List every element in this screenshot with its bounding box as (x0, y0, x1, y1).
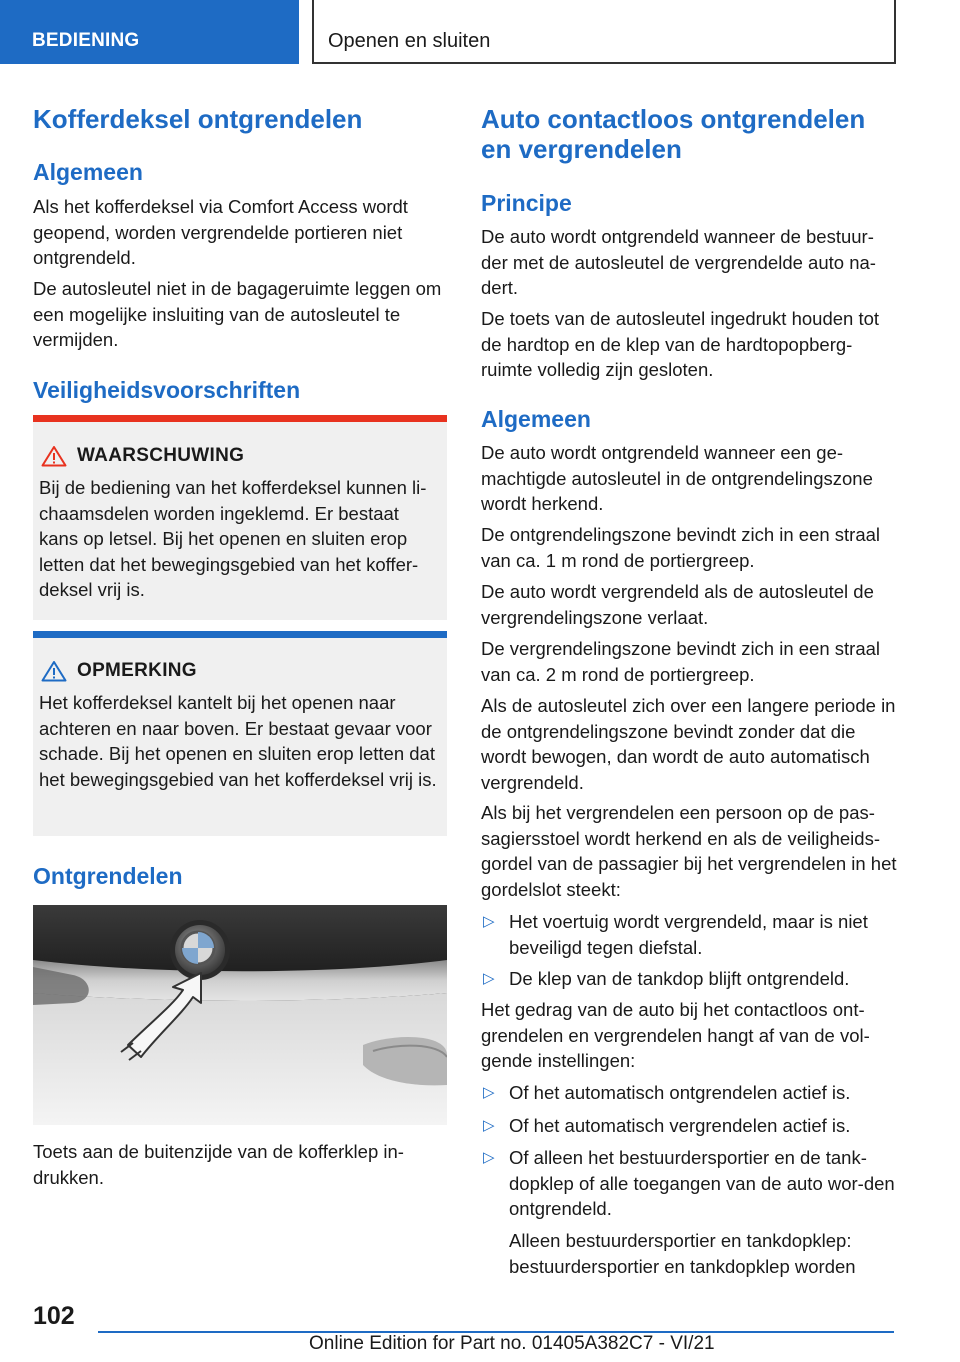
safety-heading: Veiligheidsvoorschriften (33, 377, 301, 403)
notice-text: Het kofferdeksel kantelt bij het openen naar achteren en naar boven. Er bestaat gevaar voor schade. Bij het openen en sluiten erop letten dat het bewegingsgebied van het kofferdeksel vrij is. (39, 692, 437, 790)
keyless-paragraph-3: De auto wordt vergrendeld als de autosleutel de vergrendelingszone verlaat. (481, 581, 874, 628)
general-heading: Algemeen (33, 159, 143, 185)
notice-box (33, 631, 447, 836)
trunk-button-illustration (33, 905, 447, 1125)
keyless-paragraph-7: Het gedrag van de auto bij het contactloos ont-grendelen en vergrendelen hangt af van de vol-gende instellingen: (481, 999, 870, 1071)
keyless-paragraph-5: Als de autosleutel zich over een langere periode in de ontgrendelingszone bevindt zonder dat die wordt bewogen, dan wordt de auto automatisch vergrendeld. (481, 695, 896, 793)
keyless-paragraph-8: Alleen bestuurdersportier en tankdopklep: bestuurdersportier en tankdopklep worden (509, 1230, 856, 1277)
warning-triangle-icon (41, 445, 67, 467)
warning-title: WAARSCHUWING (77, 445, 245, 466)
section-label: BEDIENING (32, 30, 140, 51)
warning-text: Bij de bediening van het kofferdeksel kunnen li-chaamsdelen worden ingeklemd. Er bestaat kans op letsel. Bij het openen en sluiten erop letten dat het bewegingsgebied van het koffer-deksel vrij is. (39, 477, 427, 600)
general-paragraph-1: Als het kofferdeksel via Comfort Access wordt geopend, worden vergrendelde portieren niet ontgrendeld. (33, 196, 408, 268)
keyless-paragraph-6: Als bij het vergrendelen een persoon op de pas-sagiersstoel wordt herkend en als de veiligheids-gordel van de passagier bij het vergrendelen in het gordelslot steekt: (481, 802, 897, 900)
page-number: 102 (33, 1302, 75, 1330)
principle-heading: Principe (481, 190, 572, 216)
list-item-text: Of het automatisch ontgrendelen actief is. (509, 1082, 851, 1103)
warning-box (33, 415, 447, 620)
triangle-bullet-icon: ▷ (483, 1149, 495, 1166)
warning-bar (33, 415, 447, 422)
section-tab (0, 0, 299, 64)
general-paragraph-2: De autosleutel niet in de bagageruimte leggen om een mogelijke insluiting van de autosleutel te vermijden. (33, 278, 442, 350)
notice-title: OPMERKING (77, 660, 197, 681)
triangle-bullet-icon: ▷ (483, 970, 495, 987)
keyless-paragraph-1: De auto wordt ontgrendeld wanneer een ge-machtigde autosleutel in de ontgrendelingszone wordt herkend. (481, 442, 873, 514)
principle-paragraph-2: De toets van de autosleutel ingedrukt houden tot de hardtop en de klep van de hardtopopberg-ruimte volledig zijn gesloten. (481, 308, 880, 380)
list-item-text: Of alleen het bestuurdersportier en de tank-dopklep of alle toegangen van de auto wor-den ontgrendeld. (509, 1147, 895, 1219)
list-item-text: De klep van de tankdop blijft ontgrendeld. (509, 968, 850, 989)
trunk-illustration-svg (33, 905, 447, 1125)
principle-paragraph-1: De auto wordt ontgrendeld wanneer de bestuur-der met de autosleutel de vergrendelde auto na-dert. (481, 226, 876, 298)
keyless-paragraph-2: De ontgrendelingszone bevindt zich in een straal van ca. 1 m rond de portiergreep. (481, 524, 881, 571)
unlock-heading: Ontgrendelen (33, 863, 183, 889)
triangle-bullet-icon: ▷ (483, 1117, 495, 1134)
list-item-text: Het voertuig wordt vergrendeld, maar is niet beveiligd tegen diefstal. (509, 911, 868, 958)
notice-bar (33, 631, 447, 638)
triangle-bullet-icon: ▷ (483, 913, 495, 930)
edition-footer: Online Edition for Part no. 01405A382C7 - VI/21 (309, 1333, 715, 1354)
keyless-general-heading: Algemeen (481, 406, 591, 432)
chapter-box (312, 0, 896, 64)
keyless-paragraph-4: De vergrendelingszone bevindt zich in een straal van ca. 2 m rond de portiergreep. (481, 638, 881, 685)
keyless-title: Auto contactloos ontgrendelen en vergrendelen (481, 104, 866, 164)
unlock-caption: Toets aan de buitenzijde van de kofferklep in-drukken. (33, 1141, 404, 1188)
section-title: Kofferdeksel ontgrendelen (33, 104, 363, 134)
notice-triangle-icon (41, 660, 67, 682)
chapter-label: Openen en sluiten (328, 30, 491, 52)
list-item-text: Of het automatisch vergrendelen actief is. (509, 1115, 851, 1136)
triangle-bullet-icon: ▷ (483, 1084, 495, 1101)
